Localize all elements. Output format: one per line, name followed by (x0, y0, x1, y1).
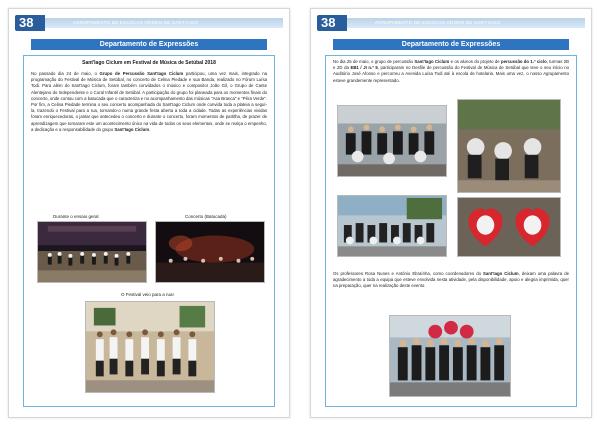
header-title: AGRUPAMENTO DE ESCOLAS ORDEM DE SANT'IAGO (73, 20, 199, 25)
body-text: No dia 25 de maio, o grupo de percussão (333, 59, 415, 64)
article-body (31, 71, 267, 133)
photo-caption: Concerto (Batucada) (185, 214, 227, 219)
body-bold: Sant'Iago Ciclum (414, 59, 450, 64)
body-text: , turmas 2B e 2D da (333, 59, 569, 71)
body-bold: percussão do 1.º ciclo (500, 59, 547, 64)
page-header (15, 15, 283, 31)
section-title: Departamento de Expressões (333, 39, 569, 50)
body-text: No passado dia 24 de maio, o (31, 71, 100, 76)
photo-heart-drums (457, 197, 561, 257)
left-page (8, 8, 290, 418)
body-text: . (149, 126, 151, 132)
body-bold: EB1 / JI n.º 5 (350, 65, 378, 71)
photo-caption: O Festival veio para a rua! (121, 292, 174, 297)
body-bold: Sant'Iago Ciclum (483, 271, 519, 276)
photo-caption: Durante o ensaio geral (53, 214, 99, 219)
photo-parade-drums (457, 99, 561, 193)
body-text: , participaram no Desfile de percussão do Festival de Música de Setúbal que teve o seu início no Auditório José Afonso e percorreu a Avenida Luísa Todi até à escola de hotelaria. Mais uma vez, o nosso Agrupamento esteve grandemente representado. (333, 65, 569, 83)
photo-group (389, 315, 511, 397)
body-bold: Grupo de Percussão Sant'Iago Ciclum (99, 71, 184, 76)
right-page (310, 8, 592, 418)
page-number: 38 (317, 15, 347, 31)
body-text: e os alunos do projeto de (449, 59, 501, 64)
body-text: , deixam uma palavra de agradecimento a toda a equipa que esteve envolvida nesta atividade, pela disponibilidade, apoio e alegria imprimida, quer na preparação, quer na realização deste evento. (333, 271, 569, 289)
header-title: AGRUPAMENTO DE ESCOLAS ORDEM DE SANT'IAGO (375, 20, 501, 25)
page-number: 38 (15, 15, 45, 31)
article-body (333, 59, 569, 84)
photo-rehearsal (37, 221, 147, 283)
photo-concert (155, 221, 265, 283)
photo-parade-children (337, 105, 447, 177)
body-text: Os professores Rosa Nunes e António Ebraínha, como coordenadores do (333, 271, 484, 276)
section-title: Departamento de Expressões (31, 39, 267, 50)
article-body (333, 271, 569, 290)
photo-street (85, 301, 215, 393)
article-title: Sant'Iago Ciclum em Festival de Música de Setúbal 2018 (82, 60, 216, 66)
body-text: participou, uma vez mais, integrado na programação do Festival de Música de Setúbal, no concerto de Celina Piedade e sua Banda, realizado no Fórum Luísa Todi. Para além do Sant'Iago Ciclum, foram também convidados o músico e compositor João Gil, o Grupo de Cante Alentejano do Independente e o Coral Infantil de Setúbal. A participação do grupo foi planeada para os momentos finais do concerto, onde contou com a batucada que o caracteriza e no acompanhamento das músicas "Asa Branca" e "Pêra Verde". Por fim, a Celina Piedade termina o seu concerto acompanhada do Sant'Iago Ciclum onde convida toda a plateia a seguí-la, trazendo o Festival para a rua, tornando-o numa grande festa aberta a toda a cidade. Todas as experiências vividas foram enriquecedoras, o jantar que antecedeu o concerto e durante o concerto, foram momentos de partilha, de prazer de aprendizagem que tornaram este um acontecimento único na vida de todos os seus elementos, onde se realça o empenho, a dedicação e a responsabilidade do grupo (31, 71, 267, 132)
photo-parade-street (337, 195, 447, 257)
body-bold: Sant'Iago Ciclum (114, 126, 150, 132)
page-header (317, 15, 585, 31)
